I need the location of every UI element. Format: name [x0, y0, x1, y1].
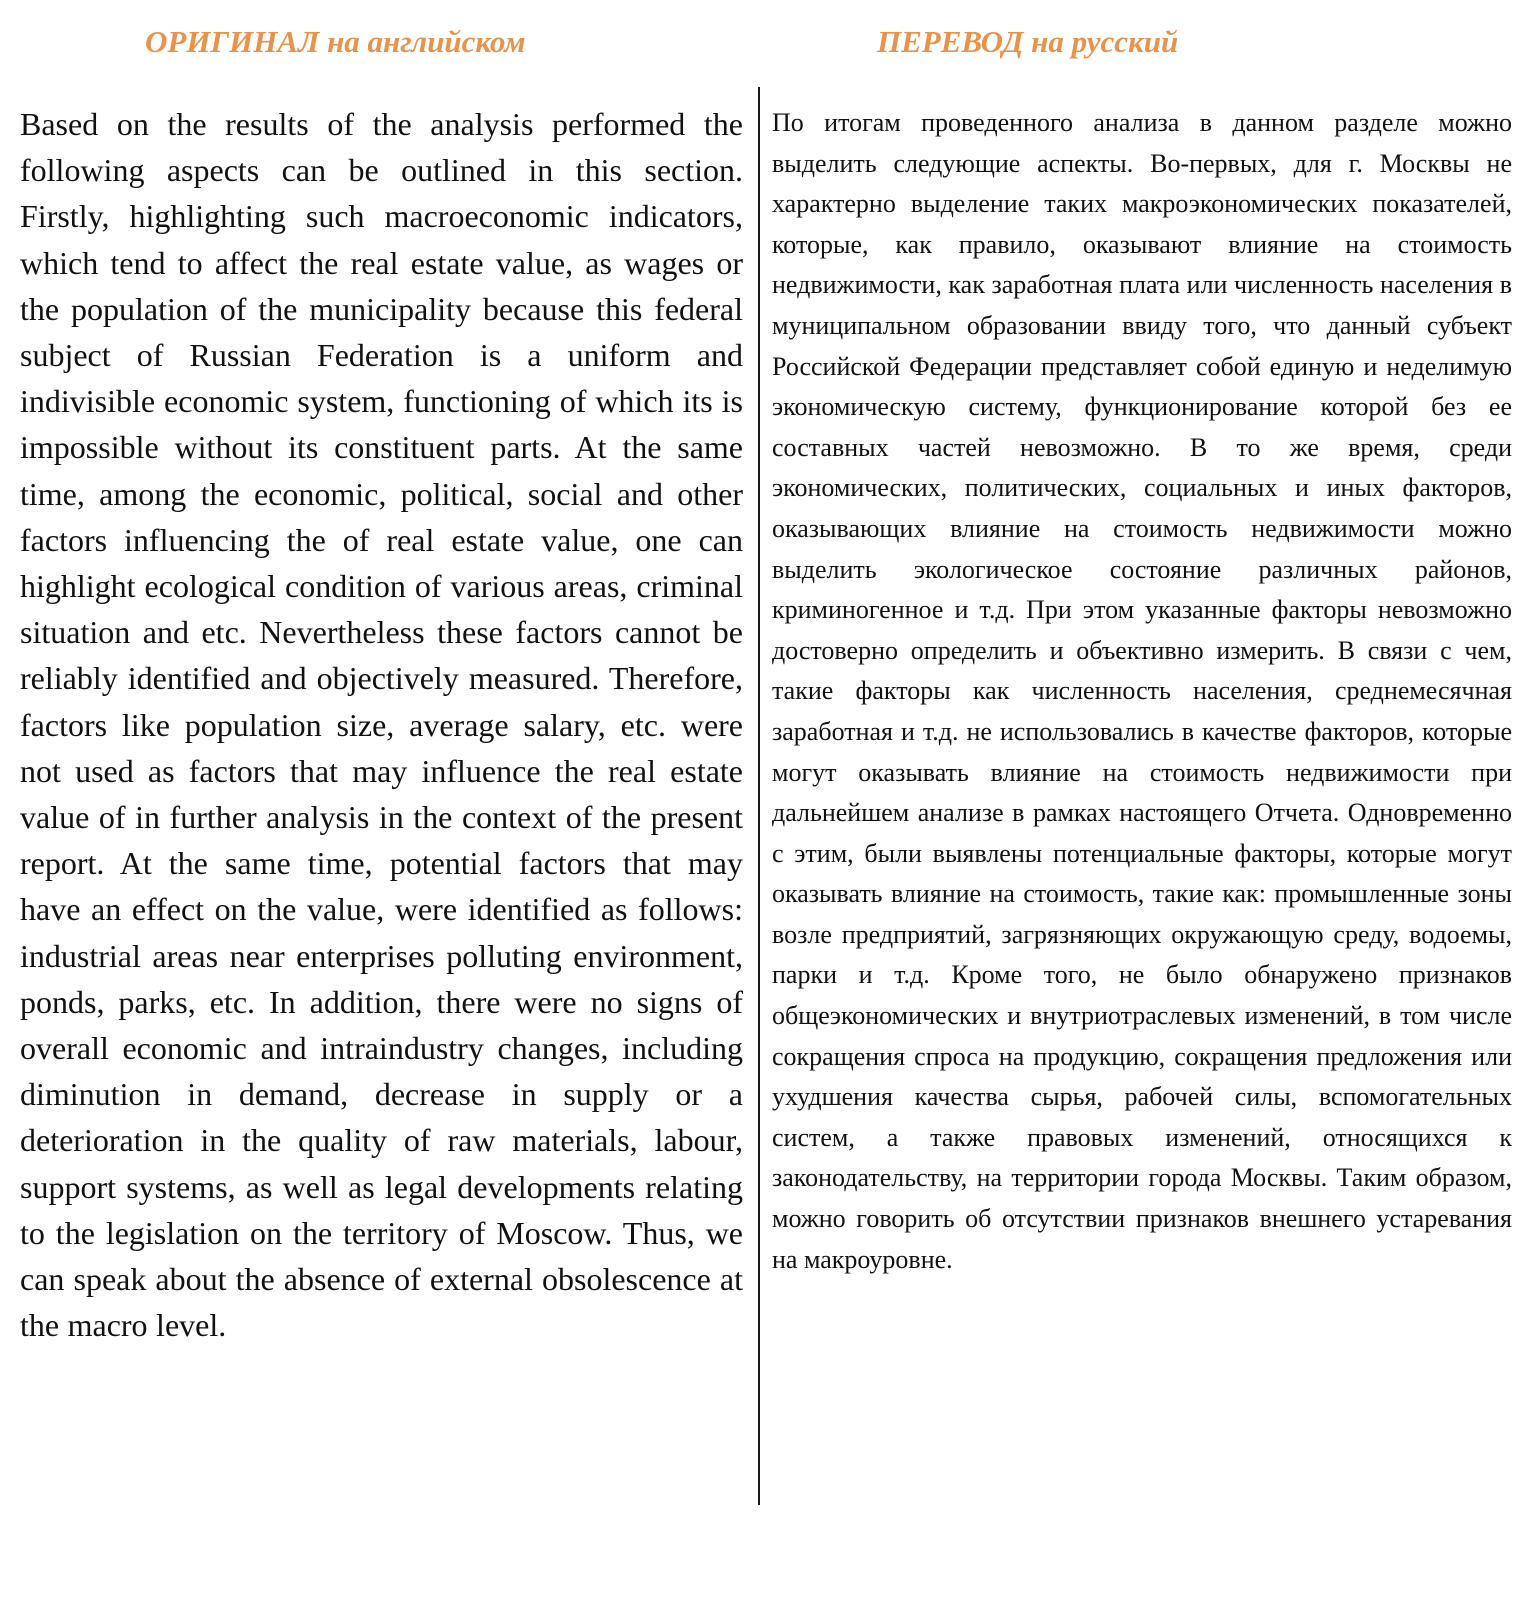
- column-divider: [758, 87, 760, 1505]
- translation-column-heading: ПЕРЕВОД на русский: [877, 24, 1179, 59]
- original-english-text: Based on the results of the analysis performed the following aspects can be outlined in this section. Firstly, highlighting such macroeconomic indicators, which tend to affect the real estate value, as wages or the population of the municipality because this federal subject of Russian Federation is a uniform and indivisible economic system, functioning of which its is impossible without its constituent parts. At the same time, among the economic, political, social and other factors influencing the of real estate value, one can highlight ecological condition of various areas, criminal situation and etc. Nevertheless these factors cannot be reliably identified and objectively measured. Therefore, factors like population size, average salary, etc. were not used as factors that may influence the real estate value of in further analysis in the context of the present report. At the same time, potential factors that may have an effect on the value, were identified as follows: industrial areas near enterprises polluting environment, ponds, parks, etc. In addition, there were no signs of overall economic and intraindustry changes, including diminution in demand, decrease in supply or a deterioration in the quality of raw materials, labour, support systems, as well as legal developments relating to the legislation on the territory of Moscow. Thus, we can speak about the absence of external obsolescence at the macro level.: [20, 106, 743, 1344]
- russian-translation-text: По итогам проведенного анализа в данном разделе можно выделить следующие аспекты. Во-первых, для г. Москвы не характерно выделение таких макроэкономических показателей, которые, как правило, оказывают влияние на стоимость недвижимости, как заработная плата или численность населения в муниципальном образовании ввиду того, что данный субъект Российской Федерации представляет собой единую и неделимую экономическую систему, функционирование которой без ее составных частей невозможно. В то же время, среди экономических, политических, социальных и иных факторов, оказывающих влияние на стоимость недвижимости можно выделить экологическое состояние различных районов, криминогенное и т.д. При этом указанные факторы невозможно достоверно определить и объективно измерить. В связи с чем, такие факторы как численность населения, среднемесячная заработная и т.д. не использовались в качестве факторов, которые могут оказывать влияние на стоимость недвижимости при дальнейшем анализе в рамках настоящего Отчета. Одновременно с этим, были выявлены потенциальные факторы, которые могут оказывать влияние на стоимость, такие как: промышленные зоны возле предприятий, загрязняющих окружающую среду, водоемы, парки и т.д. Кроме того, не было обнаружено признаков общеэкономических и внутриотраслевых изменений, в том числе сокращения спроса на продукцию, сокращения предложения или ухудшения качества сырья, рабочей силы, вспомогательных систем, а также правовых изменений, относящихся к законодательству, на территории города Москвы. Таким образом, можно говорить об отсутствии признаков внешнего устаревания на макроуровне.: [772, 108, 1512, 1274]
- original-column-heading: ОРИГИНАЛ на английском: [145, 24, 526, 59]
